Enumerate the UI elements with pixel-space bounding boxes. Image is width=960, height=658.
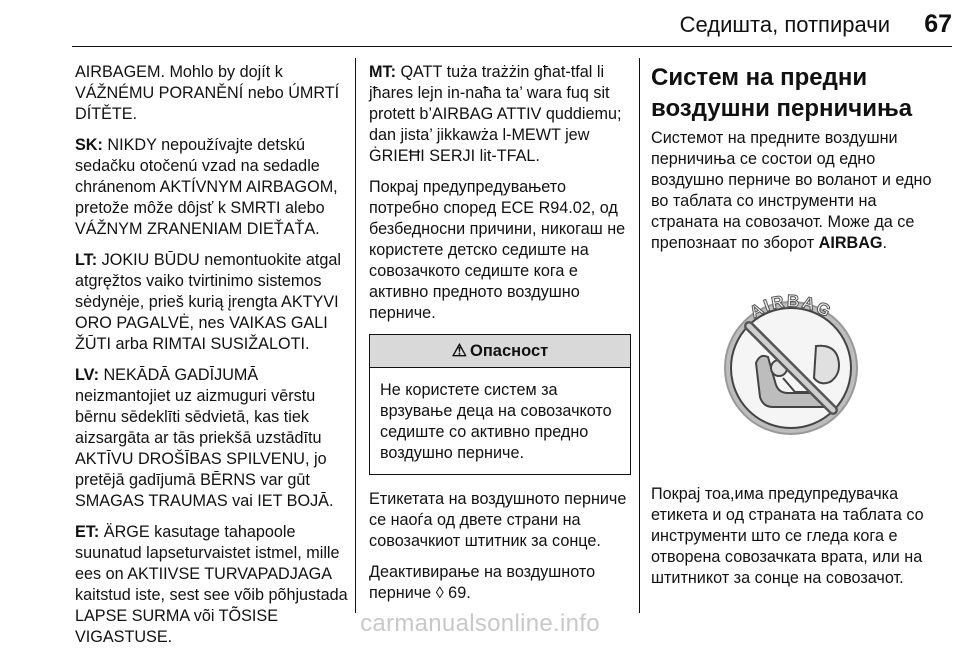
language-code-lv: LV: (75, 366, 99, 384)
column-divider-2 (639, 58, 640, 613)
paragraph-text: ÄRGE kasutage tahapoole suunatud lapseturvaistet istmel, mille ees on AKTIIVSE TURVAPADJAGA kaitstud iste, sest see võib põhjustada LAPSE SURMA või TÕSISE VIGASTUSE. (75, 523, 348, 646)
paragraph-text: Покрај предупредувањето потребно според ECE R94.02, од безбедносни причини, никогаш не користете детско седиште на совозачкото седиште кога е активно предното воздушно перниче. (369, 178, 626, 322)
warning-title: Опасност (470, 342, 549, 360)
paragraph-text: NEKĀDĀ GADĪJUMĀ neizmantojiet uz aizmuguri vērstu bērnu sēdeklīti sēdvietā, kas tiek aizsargāta ar tās priekšā uzstādītu AKTĪVU DROŠĪBAS SPILVENU, jo pretējā gadījumā BĒRNS var gūt SMAGAS TRAUMAS vai IET BOJĀ. (75, 366, 334, 510)
warning-triangle-icon: ⚠ (451, 341, 467, 360)
paragraph-system-intro: Системот на предните воздушни перничиња се состои од едно воздушно перниче во воланот и едно во таблата со инструменти на страната на совозачот. Може да се препознаат по зборот AIRBAG. (651, 129, 932, 252)
column-2 (369, 62, 631, 614)
paragraph-lt (75, 250, 351, 355)
page-reference-link[interactable]: 69. (443, 584, 471, 602)
airbag-keyword: AIRBAG (818, 234, 883, 252)
paragraph-ece-note (369, 177, 631, 324)
paragraph-deactivation-ref (369, 562, 631, 604)
paragraph-text: AIRBAGEM. Mohlo by dojít k VÁŽNÉMU PORANĚNÍ nebo ÚMRTÍ DÍTĚTE. (75, 63, 340, 123)
column-1 (75, 62, 351, 658)
airbag-label-text: AIRBAG (746, 291, 836, 322)
watermark: carmanualsonline.info (360, 610, 600, 637)
column-3 (651, 62, 933, 599)
paragraph-sk (75, 135, 351, 240)
language-code-sk: SK: (75, 136, 103, 154)
language-code-lt: LT: (75, 251, 98, 269)
page-header-title: Седишта, потпирачи (679, 12, 890, 37)
paragraph-mt (369, 62, 631, 167)
language-code-et: ET: (75, 523, 100, 541)
header-rule (72, 46, 952, 47)
column-divider-1 (355, 58, 356, 613)
page-number: 67 (924, 10, 952, 38)
paragraph-text: Покрај тоа,има предупредувачка етикета и од страната на таблата со инструменти што се гледа кога е отворена совозачката врата, или на штитникот за сонце на совозачот. (651, 485, 924, 587)
paragraph-text: Етикетата на воздушното перниче се наоѓа од двете страни на совозачкиот штитник за сонце. (369, 490, 627, 550)
paragraph-warning-label (651, 484, 933, 589)
paragraph-text: JOKIU BŪDU nemontuokite atgal atgręžtos vaiko tvirtinimo sistemos sėdynėje, prieš kurią įrengta AKTYVI ORO PAGALVĖ, nes VAIKAS GALI ŽŪTI arba RIMTAI SUSIŽALOTI. (75, 251, 341, 353)
paragraph-cz-end (75, 62, 351, 125)
paragraph-text: QATT tuża trażżin għat-tfal li jħares lejn in-naħa ta’ wara fuq sit protett b’AIRBAG ATTIV quddiemu; dan jista’ jikkawża l-MEWT jew ĠRIEĦI SERJI lit-TFAL. (369, 63, 622, 165)
paragraph-text: Деактивирање на воздушното перниче (369, 563, 596, 602)
language-code-mt: MT: (369, 63, 396, 81)
page-reference-icon: ◊ (435, 584, 444, 602)
warning-body: Не користете систем за врзување деца на совозачкото седиште со активно предно воздушно перниче. (380, 381, 612, 462)
paragraph-lv (75, 365, 351, 512)
danger-warning-box (369, 334, 631, 475)
paragraph-text: Системот на предните воздушни перничиња се состои од едно воздушно перниче во воланот и едно во таблата со инструменти на страната на совозачот. Може да се препознаат по зборот (651, 129, 932, 252)
warning-header (370, 335, 630, 368)
section-title: Систем на предни воздушни перничиња (651, 64, 913, 122)
paragraph-label-location (369, 489, 631, 552)
paragraph-text: NIKDY nepoužívajte detskú sedačku otočenú vzad na sedadle chránenom AKTÍVNYM AIRBAGOM, pretože môže dôjsť k SMRTI alebo VÁŽNYM ZRANENIAM DIEŤAŤA. (75, 136, 338, 238)
airbag-warning-label-icon (651, 268, 931, 468)
